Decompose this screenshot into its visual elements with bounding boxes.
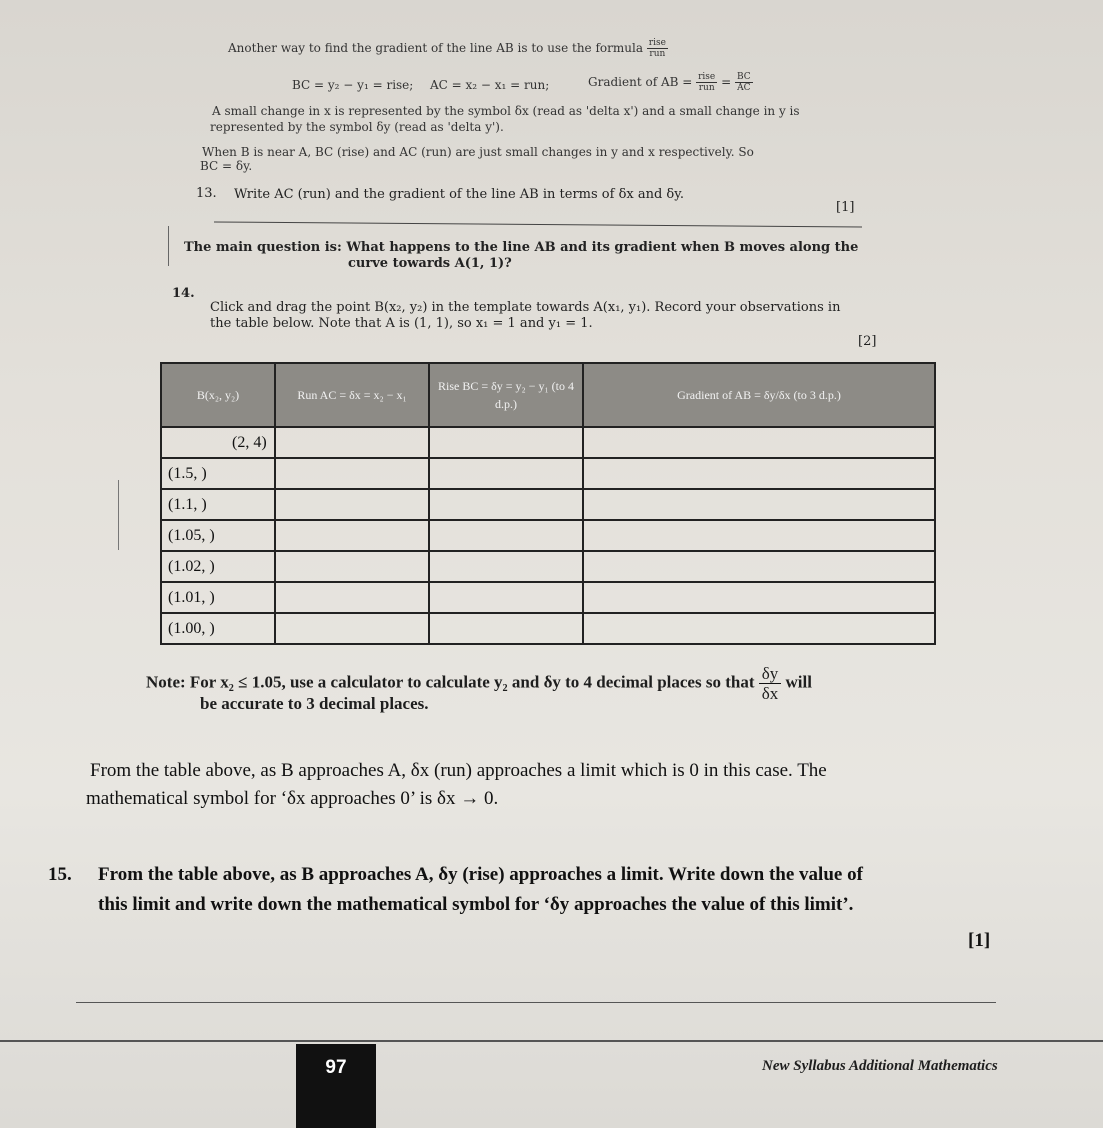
- observation-table: [160, 362, 936, 645]
- dy-dx-fraction: $\frac{\delta y}{\delta x}$: [759, 664, 782, 703]
- gradient-cell[interactable]: [583, 427, 935, 458]
- point-cell[interactable]: (1.1, ): [161, 489, 275, 520]
- limit-paragraph-line1: From the table above, as B approaches A, δx (run) approaches a limit which is 0 in this case. The: [90, 760, 827, 781]
- point-cell[interactable]: (1.02, ): [161, 551, 275, 582]
- q15-line2: this limit and write down the mathematical symbol for ‘δy approaches the value of this limit’.: [98, 894, 854, 915]
- q13-text: Write AC (run) and the gradient of the line AB in terms of δx and δy.: [234, 187, 685, 202]
- point-cell[interactable]: (1.05, ): [161, 520, 275, 551]
- intro-line: Another way to find the gradient of the line AB is to use the formula $\frac{\text{rise}}{\text{run}}$: [228, 38, 666, 59]
- book-title: New Syllabus Additional Mathematics: [762, 1058, 998, 1074]
- delta-paragraph-line1: A small change in x is represented by the symbol δx (read as 'delta x') and a small change in y is: [212, 104, 800, 118]
- gradient-cell[interactable]: [583, 551, 935, 582]
- gradient-cell[interactable]: [583, 582, 935, 613]
- run-cell[interactable]: [275, 458, 429, 489]
- run-cell[interactable]: [275, 520, 429, 551]
- header-rise: Rise BC = δy = y₂ − y₁ (to 4 d.p.): [429, 363, 583, 427]
- footer-rule: [0, 1040, 1103, 1042]
- table-header-row: [161, 363, 935, 427]
- delta-paragraph-line2: represented by the symbol δy (read as 'delta y').: [210, 120, 504, 134]
- rise-cell[interactable]: [429, 613, 583, 644]
- gradient-cell[interactable]: [583, 458, 935, 489]
- header-run: Run AC = δx = x₂ − x₁: [275, 363, 429, 427]
- gradient-cell[interactable]: [583, 613, 935, 644]
- rise-cell[interactable]: [429, 489, 583, 520]
- margin-mark: [118, 480, 119, 550]
- q15-marks: [1]: [968, 930, 991, 951]
- q15-answer-line[interactable]: [76, 1002, 996, 1003]
- q13-answer-line[interactable]: [214, 221, 862, 227]
- run-cell[interactable]: [275, 613, 429, 644]
- rise-cell[interactable]: [429, 458, 583, 489]
- near-paragraph-line1: When B is near A, BC (rise) and AC (run) are just small changes in y and x respectively. So: [202, 145, 754, 159]
- rise-run-fraction: $\frac{\text{rise}}{\text{run}}$: [648, 38, 666, 59]
- q14-line2: the table below. Note that A is (1, 1), so x₁ = 1 and y₁ = 1.: [210, 316, 593, 331]
- table-row: [161, 489, 935, 520]
- table-row: [161, 551, 935, 582]
- table-row: [161, 458, 935, 489]
- q13-number: 13.: [196, 186, 217, 201]
- note-line1: Note: For x₂ ≤ 1.05, use a calculator to calculate y₂ and δy to 4 decimal places so that $\frac{\delta y}{\delta x}$ will: [146, 664, 812, 703]
- point-cell[interactable]: (1.01, ): [161, 582, 275, 613]
- run-cell[interactable]: [275, 489, 429, 520]
- table-row: [161, 613, 935, 644]
- gradient-cell[interactable]: [583, 489, 935, 520]
- limit-paragraph-line2: mathematical symbol for ‘δx approaches 0’ is δx → 0.: [86, 788, 499, 809]
- q14-number: 14.: [172, 286, 195, 301]
- header-b: B(x₂, y₂): [161, 363, 275, 427]
- q13-marks: [1]: [836, 200, 855, 215]
- rise-cell[interactable]: [429, 520, 583, 551]
- point-cell: (2, 4): [161, 427, 275, 458]
- table-row: [161, 582, 935, 613]
- rise-cell[interactable]: [429, 551, 583, 582]
- header-gradient: Gradient of AB = δy/δx (to 3 d.p.): [583, 363, 935, 427]
- margin-mark: [168, 226, 169, 266]
- main-question-line1: The main question is: What happens to the line AB and its gradient when B moves along the: [184, 240, 859, 255]
- formula-bc: BC = y₂ − y₁ = rise;: [292, 78, 414, 92]
- near-paragraph-line2: BC = δy.: [200, 159, 253, 173]
- run-cell[interactable]: [275, 582, 429, 613]
- formula-gradient: Gradient of AB = $\frac{\text{rise}}{\text{run}}$ = $\frac{BC}{AC}$: [588, 72, 751, 93]
- rise-cell[interactable]: [429, 582, 583, 613]
- run-cell[interactable]: [275, 427, 429, 458]
- note-line2: be accurate to 3 decimal places.: [200, 694, 429, 713]
- table-row: [161, 520, 935, 551]
- rise-cell[interactable]: [429, 427, 583, 458]
- gradient-cell[interactable]: [583, 520, 935, 551]
- point-cell[interactable]: (1.00, ): [161, 613, 275, 644]
- run-cell[interactable]: [275, 551, 429, 582]
- point-cell[interactable]: (1.5, ): [161, 458, 275, 489]
- q14-line1: Click and drag the point B(x₂, y₂) in the template towards A(x₁, y₁). Record your observations in: [210, 300, 841, 315]
- q14-marks: [2]: [858, 334, 877, 349]
- table-row: [161, 427, 935, 458]
- formula-ac: AC = x₂ − x₁ = run;: [430, 78, 550, 92]
- q15-line1: From the table above, as B approaches A, δy (rise) approaches a limit. Write down the value of: [98, 864, 863, 885]
- page-number: 97: [296, 1044, 376, 1128]
- main-question-line2: curve towards A(1, 1)?: [348, 256, 512, 271]
- q15-number: 15.: [48, 864, 72, 885]
